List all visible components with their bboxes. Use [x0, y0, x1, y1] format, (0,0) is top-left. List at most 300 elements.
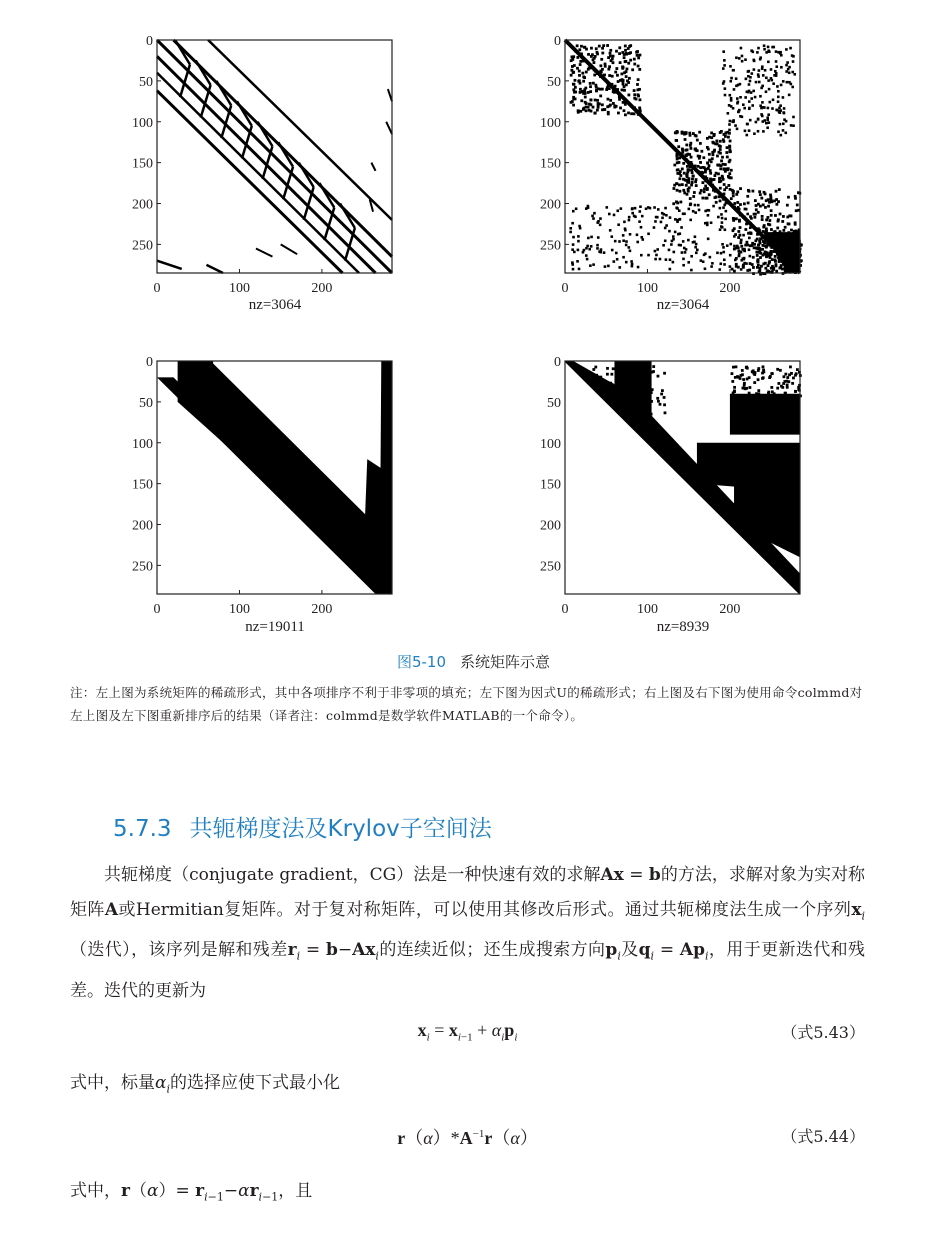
matrix-nonzero-dot — [694, 165, 697, 168]
matrix-nonzero-dot — [776, 387, 779, 390]
matrix-nonzero-band — [371, 163, 375, 171]
matrix-nonzero-dot — [672, 261, 675, 264]
matrix-nonzero-dot — [796, 368, 799, 371]
matrix-nonzero-dot — [612, 55, 615, 58]
matrix-nonzero-dot — [704, 252, 707, 255]
matrix-nonzero-dot — [635, 51, 638, 54]
matrix-nonzero-dot — [771, 200, 774, 203]
matrix-nonzero-dot — [790, 215, 793, 218]
matrix-nonzero-dot — [794, 221, 797, 224]
matrix-nonzero-dot — [681, 251, 684, 254]
matrix-nonzero-dot — [705, 168, 708, 171]
matrix-nonzero-dot — [739, 214, 742, 217]
matrix-nonzero-dot — [594, 99, 597, 102]
matrix-nonzero-dot — [571, 100, 574, 103]
matrix-nonzero-dot — [586, 245, 589, 248]
matrix-nonzero-dot — [736, 245, 739, 248]
matrix-nonzero-dot — [767, 49, 770, 52]
matrix-nonzero-dot — [777, 382, 780, 385]
matrix-nonzero-dot — [635, 384, 638, 387]
matrix-nonzero-dot — [759, 56, 762, 59]
matrix-nonzero-dot — [774, 255, 777, 258]
matrix-nonzero-dot — [607, 84, 610, 87]
matrix-nonzero-dot — [765, 255, 768, 258]
matrix-nonzero-dot — [659, 403, 662, 406]
matrix-nonzero-dot — [744, 228, 747, 231]
matrix-nonzero-dot — [674, 218, 677, 221]
matrix-nonzero-dot — [749, 80, 752, 83]
matrix-nonzero-dot — [582, 75, 585, 78]
matrix-nonzero-dot — [590, 245, 593, 248]
matrix-nonzero-dot — [574, 86, 577, 89]
matrix-nonzero-dot — [762, 74, 765, 77]
matrix-nonzero-dot — [771, 107, 774, 110]
matrix-nonzero-dot — [742, 234, 745, 237]
matrix-nonzero-dot — [633, 63, 636, 66]
matrix-nonzero-dot — [747, 202, 750, 205]
matrix-nonzero-dot — [710, 265, 713, 268]
matrix-nonzero-dot — [792, 124, 795, 127]
matrix-nonzero-dot — [641, 215, 644, 218]
matrix-nonzero-dot — [608, 74, 611, 77]
matrix-nonzero-dot — [629, 59, 632, 62]
matrix-nonzero-dot — [762, 365, 765, 368]
matrix-nonzero-dot — [683, 212, 686, 215]
matrix-nonzero-dot — [607, 98, 610, 101]
matrix-nonzero-dot — [689, 144, 692, 147]
matrix-nonzero-dot — [576, 44, 579, 47]
matrix-nonzero-dot — [732, 366, 735, 369]
matrix-nonzero-dot — [752, 190, 755, 193]
matrix-nonzero-dot — [766, 118, 769, 121]
matrix-nonzero-dot — [589, 82, 592, 85]
matrix-nonzero-dot — [685, 144, 688, 147]
matrix-nonzero-dot — [587, 237, 590, 240]
matrix-nonzero-dot — [625, 244, 628, 247]
matrix-nonzero-dot — [571, 56, 574, 59]
matrix-nonzero-dot — [585, 71, 588, 74]
matrix-nonzero-dot — [788, 81, 791, 84]
matrix-nonzero-dot — [735, 365, 738, 368]
matrix-nonzero-dot — [772, 99, 775, 102]
matrix-nonzero-dot — [571, 65, 574, 68]
matrix-nonzero-dot — [577, 249, 580, 252]
matrix-nonzero-dot — [751, 242, 754, 245]
matrix-nonzero-dot — [640, 409, 643, 412]
matrix-nonzero-dot — [590, 236, 593, 239]
matrix-nonzero-dot — [720, 213, 723, 216]
matrix-nonzero-dot — [771, 265, 774, 268]
x-tick-label: 0 — [153, 281, 161, 296]
matrix-nonzero-dot — [633, 89, 636, 92]
matrix-nonzero-dot — [694, 235, 697, 238]
matrix-nonzero-dot — [741, 55, 744, 58]
matrix-nonzero-dot — [597, 220, 600, 223]
matrix-nonzero-dot — [695, 184, 698, 187]
matrix-nonzero-dot — [636, 88, 639, 91]
y-tick-label: 150 — [540, 156, 561, 172]
matrix-nonzero-dot — [610, 59, 613, 62]
matrix-nonzero-dot — [622, 80, 625, 83]
matrix-nonzero-dot — [782, 111, 785, 114]
matrix-nonzero-dot — [700, 189, 703, 192]
matrix-nonzero-dot — [676, 158, 679, 161]
x-tick-label: 100 — [636, 281, 658, 296]
matrix-nonzero-dot — [605, 392, 608, 395]
para-text-d: （迭代），该序列是解和残差 — [70, 940, 288, 961]
matrix-nonzero-dot — [743, 384, 746, 387]
matrix-nonzero-dot — [647, 254, 650, 257]
matrix-nonzero-dot — [691, 181, 694, 184]
matrix-nonzero-dot — [709, 256, 712, 259]
matrix-nonzero-dot — [578, 48, 581, 51]
matrix-nonzero-dot — [728, 94, 731, 97]
matrix-nonzero-dot — [682, 189, 685, 192]
matrix-nonzero-dot — [739, 234, 742, 237]
matrix-nonzero-dot — [759, 95, 762, 98]
matrix-nonzero-dot — [738, 57, 741, 60]
matrix-nonzero-dot — [775, 74, 778, 77]
matrix-nonzero-dot — [731, 268, 734, 271]
matrix-nonzero-dot — [632, 373, 635, 376]
nz-label-top-left: nz=3064 — [248, 297, 302, 313]
matrix-nonzero-dot — [657, 400, 660, 403]
matrix-nonzero-dot — [775, 109, 778, 112]
matrix-nonzero-dot — [578, 268, 581, 271]
matrix-nonzero-dot — [707, 148, 710, 151]
matrix-nonzero-dot — [795, 372, 798, 375]
matrix-nonzero-dot — [629, 404, 632, 407]
matrix-nonzero-dot — [606, 105, 609, 108]
matrix-nonzero-dot — [735, 85, 738, 88]
matrix-nonzero-dot — [747, 189, 750, 192]
paragraph-alpha: 式中，标量$\alpha_i$的选择应使下式最小化 — [70, 1073, 341, 1096]
matrix-nonzero-dot — [617, 112, 620, 115]
matrix-nonzero-dot — [690, 269, 693, 272]
matrix-nonzero-dot — [737, 249, 740, 252]
matrix-nonzero-dot — [765, 90, 768, 93]
matrix-nonzero-dot — [791, 86, 794, 89]
matrix-nonzero-dot — [624, 60, 627, 63]
matrix-nonzero-dot — [601, 47, 604, 50]
matrix-nonzero-dot — [790, 229, 793, 232]
matrix-nonzero-dot — [623, 89, 626, 92]
matrix-nonzero-dot — [722, 67, 725, 70]
matrix-nonzero-dot — [617, 387, 620, 390]
matrix-nonzero-dot — [618, 46, 621, 49]
matrix-nonzero-dot — [668, 230, 671, 233]
matrix-nonzero-dot — [684, 154, 687, 157]
matrix-nonzero-dot — [690, 255, 693, 258]
matrix-nonzero-dot — [636, 233, 639, 236]
matrix-nonzero-dot — [713, 178, 716, 181]
matrix-nonzero-dot — [736, 375, 739, 378]
matrix-nonzero-dot — [725, 210, 728, 213]
matrix-nonzero-dot — [615, 406, 618, 409]
figure-number: 图5-10 — [396, 653, 447, 671]
matrix-nonzero-dot — [624, 113, 627, 116]
matrix-nonzero-dot — [690, 147, 693, 150]
matrix-nonzero-dot — [594, 112, 597, 115]
matrix-nonzero-dot — [697, 204, 700, 207]
matrix-nonzero-dot — [725, 167, 728, 170]
matrix-nonzero-dot — [647, 384, 650, 387]
matrix-nonzero-dot — [628, 219, 631, 222]
matrix-nonzero-dot — [569, 227, 572, 230]
matrix-nonzero-dot — [732, 69, 735, 72]
matrix-nonzero-dot — [728, 145, 731, 148]
matrix-nonzero-dot — [753, 132, 756, 135]
matrix-nonzero-dot — [730, 169, 733, 172]
matrix-nonzero-dot — [721, 221, 724, 224]
matrix-nonzero-dot — [644, 374, 647, 377]
matrix-nonzero-dot — [612, 397, 615, 400]
matrix-nonzero-dot — [778, 397, 781, 400]
matrix-nonzero-dot — [609, 99, 612, 102]
matrix-nonzero-dot — [697, 165, 700, 168]
matrix-nonzero-dot — [621, 51, 624, 54]
matrix-nonzero-dot — [715, 201, 718, 204]
matrix-nonzero-dot — [746, 123, 749, 126]
matrix-nonzero-dot — [713, 149, 716, 152]
matrix-nonzero-dot — [616, 74, 619, 77]
matrix-nonzero-dot — [699, 161, 702, 164]
matrix-nonzero-dot — [654, 258, 657, 261]
matrix-nonzero-dot — [625, 83, 628, 86]
matrix-nonzero-dot — [762, 235, 765, 238]
matrix-nonzero-dot — [622, 256, 625, 259]
matrix-nonzero-dot — [774, 214, 777, 217]
matrix-nonzero-dot — [769, 194, 772, 197]
matrix-nonzero-dot — [637, 95, 640, 98]
matrix-nonzero-dot — [661, 217, 664, 220]
matrix-nonzero-dot — [716, 155, 719, 158]
matrix-nonzero-dot — [772, 82, 775, 85]
matrix-nonzero-dot — [770, 252, 773, 255]
matrix-nonzero-dot — [719, 148, 722, 151]
matrix-nonzero-dot — [612, 102, 615, 105]
matrix-nonzero-dot — [742, 248, 745, 251]
matrix-nonzero-dot — [696, 249, 699, 252]
matrix-nonzero-dot — [634, 394, 637, 397]
matrix-nonzero-dot — [761, 67, 764, 70]
matrix-nonzero-dot — [745, 396, 748, 399]
matrix-nonzero-dot — [627, 112, 630, 115]
matrix-nonzero-dot — [662, 244, 665, 247]
matrix-nonzero-dot — [672, 238, 675, 241]
matrix-nonzero-dot — [637, 113, 640, 116]
matrix-nonzero-dot — [748, 100, 751, 103]
matrix-nonzero-dot — [681, 153, 684, 156]
matrix-nonzero-dot — [689, 197, 692, 200]
matrix-nonzero-dot — [617, 223, 620, 226]
matrix-nonzero-dot — [603, 108, 606, 111]
matrix-nonzero-dot — [577, 235, 580, 238]
matrix-nonzero-dot — [789, 47, 792, 50]
matrix-nonzero-dot — [612, 88, 615, 91]
matrix-nonzero-dot — [643, 380, 646, 383]
matrix-nonzero-dot — [752, 266, 755, 269]
matrix-nonzero-dot — [718, 164, 721, 167]
matrix-nonzero-dot — [695, 149, 698, 152]
matrix-nonzero-dot — [704, 180, 707, 183]
matrix-nonzero-dot — [792, 377, 795, 380]
matrix-nonzero-dot — [676, 155, 679, 158]
matrix-nonzero-dot — [597, 106, 600, 109]
matrix-nonzero-dot — [735, 193, 738, 196]
equation-5-43-label: （式5.43） — [781, 1023, 865, 1042]
matrix-nonzero-dot — [599, 251, 602, 254]
matrix-nonzero-dot — [702, 166, 705, 169]
matrix-nonzero-dot — [598, 45, 601, 48]
matrix-nonzero-dot — [622, 83, 625, 86]
matrix-nonzero-band — [208, 40, 392, 220]
matrix-nonzero-dot — [581, 57, 584, 60]
matrix-nonzero-dot — [753, 373, 756, 376]
matrix-nonzero-dot — [739, 241, 742, 244]
matrix-nonzero-dot — [767, 391, 770, 394]
matrix-nonzero-dot — [622, 66, 625, 69]
matrix-nonzero-dot — [768, 88, 771, 91]
equation-5-43-body: $x_i = x_{i-1} + \alpha_ip_i$ — [417, 1020, 518, 1044]
matrix-nonzero-dot — [751, 104, 754, 107]
matrix-nonzero-dot — [640, 254, 643, 257]
matrix-nonzero-dot — [734, 259, 737, 262]
matrix-nonzero-dot — [585, 247, 588, 250]
matrix-nonzero-dot — [715, 172, 718, 175]
matrix-nonzero-dot — [785, 64, 788, 67]
matrix-nonzero-dot — [639, 54, 642, 57]
matrix-nonzero-dot — [681, 131, 684, 134]
matrix-nonzero-dot — [740, 268, 743, 271]
matrix-nonzero-dot — [688, 208, 691, 211]
matrix-nonzero-dot — [610, 235, 613, 238]
nz-label-top-right: nz=3064 — [656, 297, 710, 313]
matrix-nonzero-dot — [717, 151, 720, 154]
matrix-nonzero-dot — [601, 52, 604, 55]
matrix-nonzero-dot — [719, 207, 722, 210]
matrix-nonzero-dot — [750, 91, 753, 94]
matrix-nonzero-dot — [722, 50, 725, 53]
matrix-nonzero-dot — [733, 248, 736, 251]
matrix-nonzero-dot — [721, 243, 724, 246]
matrix-nonzero-dot — [755, 397, 758, 400]
matrix-nonzero-dot — [663, 213, 666, 216]
matrix-nonzero-dot — [574, 50, 577, 53]
matrix-nonzero-dot — [701, 181, 704, 184]
matrix-nonzero-dot — [664, 239, 667, 242]
matrix-nonzero-dot — [767, 46, 770, 49]
matrix-nonzero-dot — [771, 372, 774, 375]
matrix-nonzero-dot — [572, 210, 575, 213]
matrix-nonzero-dot — [582, 107, 585, 110]
matrix-nonzero-dot — [710, 160, 713, 163]
matrix-nonzero-dot — [751, 370, 754, 373]
matrix-nonzero-dot — [589, 85, 592, 88]
matrix-nonzero-dot — [785, 48, 788, 51]
matrix-nonzero-dot — [741, 373, 744, 376]
matrix-nonzero-dot — [761, 101, 764, 104]
matrix-nonzero-dot — [606, 86, 609, 89]
matrix-nonzero-dot — [693, 191, 696, 194]
matrix-nonzero-dot — [704, 267, 707, 270]
matrix-nonzero-dot — [681, 183, 684, 186]
x-tick-label: 200 — [719, 602, 741, 617]
matrix-nonzero-dot — [628, 77, 631, 80]
matrix-nonzero-dot — [730, 77, 733, 80]
matrix-nonzero-dot — [572, 236, 575, 239]
matrix-nonzero-dot — [785, 70, 788, 73]
matrix-nonzero-dot — [665, 214, 668, 217]
matrix-nonzero-dot — [625, 395, 628, 398]
matrix-nonzero-dot — [722, 82, 725, 85]
matrix-nonzero-dot — [761, 120, 764, 123]
matrix-nonzero-dot — [643, 370, 646, 373]
matrix-nonzero-dot — [678, 177, 681, 180]
matrix-nonzero-dot — [709, 172, 712, 175]
y-tick-label: 50 — [139, 74, 153, 90]
matrix-nonzero-dot — [780, 385, 783, 388]
matrix-nonzero-dot — [572, 83, 575, 86]
matrix-nonzero-dot — [717, 216, 720, 219]
para2-text: 式中，标量 — [70, 1073, 155, 1093]
matrix-nonzero-dot — [647, 232, 650, 235]
matrix-nonzero-dot — [607, 56, 610, 59]
matrix-nonzero-dot — [737, 206, 740, 209]
matrix-nonzero-dot — [754, 199, 757, 202]
matrix-nonzero-dot — [612, 90, 615, 93]
matrix-nonzero-dot — [572, 71, 575, 74]
matrix-nonzero-dot — [787, 222, 790, 225]
matrix-nonzero-dot — [574, 79, 577, 82]
matrix-nonzero-dot — [572, 243, 575, 246]
matrix-nonzero-band — [157, 73, 359, 273]
matrix-nonzero-dot — [627, 94, 630, 97]
matrix-nonzero-dot — [756, 254, 759, 257]
matrix-nonzero-dot — [768, 262, 771, 265]
matrix-nonzero-dot — [593, 57, 596, 60]
matrix-nonzero-dot — [766, 252, 769, 255]
matrix-nonzero-dot — [650, 391, 653, 394]
matrix-nonzero-dot — [647, 376, 650, 379]
matrix-nonzero-dot — [639, 205, 642, 208]
matrix-nonzero-dot — [777, 130, 780, 133]
matrix-nonzero-dot — [783, 380, 786, 383]
figure-note: 注：左上图为系统矩阵的稀疏形式，其中各项排序不利于非零项的填充；左下图为因式U的稀疏形式；右上图及右下图为使用命令colmmd对左上图及左下图重新排序后的结果（译者注：colmmd是数学软件MATLAB的一个命令）。 — [70, 685, 863, 723]
matrix-nonzero-dot — [719, 167, 722, 170]
matrix-nonzero-dot — [726, 146, 729, 149]
matrix-nonzero-band — [565, 40, 800, 273]
matrix-nonzero-dot — [588, 248, 591, 251]
matrix-nonzero-dot — [763, 44, 766, 47]
matrix-nonzero-dot — [739, 226, 742, 229]
matrix-nonzero-dot — [611, 75, 614, 78]
matrix-nonzero-dot — [719, 131, 722, 134]
matrix-nonzero-dot — [570, 74, 573, 77]
matrix-nonzero-dot — [733, 206, 736, 209]
figure-caption — [0, 651, 947, 672]
matrix-nonzero-dot — [678, 209, 681, 212]
matrix-nonzero-dot — [680, 226, 683, 229]
matrix-nonzero-dot — [775, 65, 778, 68]
matrix-nonzero-dot — [636, 54, 639, 57]
matrix-nonzero-dot — [782, 375, 785, 378]
matrix-nonzero-dot — [764, 267, 767, 270]
matrix-nonzero-dot — [758, 190, 761, 193]
matrix-nonzero-dot — [579, 60, 582, 63]
matrix-nonzero-dot — [676, 169, 679, 172]
matrix-nonzero-dot — [751, 397, 754, 400]
